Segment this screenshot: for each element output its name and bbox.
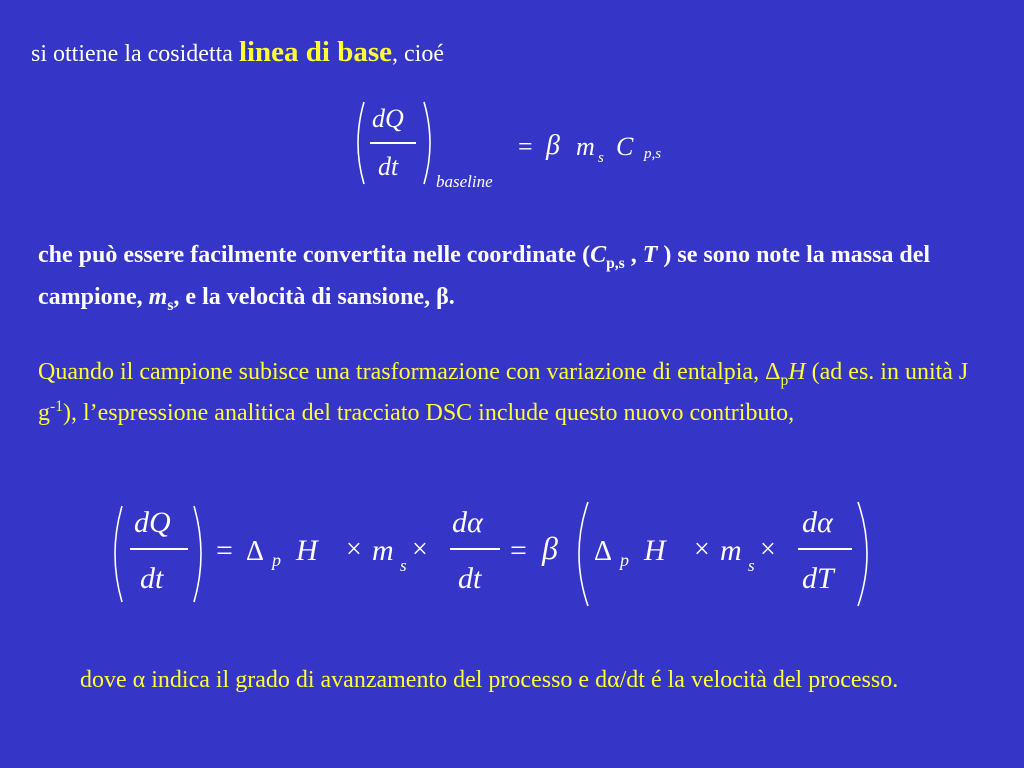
- para1-text-2: ,: [624, 242, 643, 268]
- eq2-left-paren-2: [568, 500, 590, 608]
- eq2-equals-1: =: [216, 534, 233, 567]
- intro-highlight: linea di base: [238, 36, 393, 68]
- paragraph-alpha: dove α indica il grado di avanzamento del processo e dα/dt é la velocità del processo.: [80, 667, 899, 693]
- eq2-times-3: ×: [694, 534, 710, 565]
- eq2-H-1: H: [296, 534, 318, 567]
- intro-text: si ottiene la cosidetta: [31, 41, 239, 67]
- eq1-equals: =: [518, 132, 533, 161]
- intro-after: , cioé: [392, 41, 445, 67]
- eq2-num-3: dα: [802, 506, 833, 539]
- eq2-right-paren-2: [856, 500, 878, 608]
- eq2-den-3: dT: [802, 562, 834, 595]
- para2-text-3: ), l’espressione analitica del tracciato DSC include questo nuovo contributo,: [63, 400, 795, 426]
- eq2-left-paren-1: [106, 504, 124, 604]
- eq2-m-2: m: [720, 534, 742, 567]
- eq2-delta-1: Δ: [246, 536, 265, 567]
- para1-m: m: [148, 284, 168, 310]
- para2-sup: -1: [50, 398, 63, 415]
- para1-C: C: [590, 242, 607, 268]
- eq2-delta-2: Δ: [594, 536, 613, 567]
- eq2-den-2: dt: [458, 562, 482, 595]
- eq1-C-sub: p,s: [644, 146, 662, 162]
- eq1-numerator: dQ: [372, 104, 404, 133]
- left-paren: [350, 100, 366, 186]
- eq2-bar-2: [450, 548, 500, 550]
- para2-text-2: (ad es. in unità J g: [38, 359, 969, 426]
- eq2-right-paren-1: [192, 504, 210, 604]
- eq2-den-1: dt: [140, 562, 164, 595]
- eq2-equals-2: =: [510, 534, 527, 567]
- para1-C-sub: p,s: [606, 254, 625, 272]
- eq1-C: C: [616, 132, 634, 161]
- equation-baseline: [340, 96, 700, 196]
- eq1-m-sub: s: [598, 150, 604, 166]
- intro-line: [31, 36, 444, 69]
- para1-m-sub: s: [167, 296, 174, 314]
- eq2-bar-3: [798, 548, 852, 550]
- para2-H: H: [788, 359, 806, 385]
- para1-text-4: , e la velocità di sansione, β.: [173, 284, 455, 310]
- eq1-denominator: dt: [378, 152, 399, 181]
- eq2-p-2: p: [620, 550, 629, 570]
- para1-text-1: che può essere facilmente convertita nelle coordinate (: [38, 242, 591, 268]
- eq2-bar-1: [130, 548, 188, 550]
- equation-dsc: [100, 498, 890, 608]
- eq2-s-2: s: [748, 556, 755, 575]
- para2-sub: p: [780, 371, 789, 389]
- eq1-fraction-bar: [370, 142, 416, 144]
- eq2-num-1: dQ: [134, 506, 171, 539]
- para1-text-3: ) se sono note la massa del campione,: [38, 242, 931, 310]
- eq1-subscript: baseline: [436, 172, 493, 191]
- eq1-m: m: [576, 132, 595, 161]
- para2-text-1: Quando il campione subisce una trasformazione con variazione di entalpia, Δ: [38, 359, 781, 385]
- eq2-p-1: p: [272, 550, 281, 570]
- eq2-H-2: H: [644, 534, 666, 567]
- paragraph-enthalpy: [38, 352, 988, 434]
- eq1-beta: β: [546, 130, 560, 161]
- eq2-m-1: m: [372, 534, 394, 567]
- eq2-beta: β: [542, 530, 558, 566]
- eq2-times-2: ×: [412, 534, 428, 565]
- eq2-times-1: ×: [346, 534, 362, 565]
- eq2-s-1: s: [400, 556, 407, 575]
- para1-T: T: [642, 242, 658, 268]
- eq2-times-4: ×: [760, 534, 776, 565]
- eq2-num-2: dα: [452, 506, 483, 539]
- paragraph-conversion: [38, 234, 988, 318]
